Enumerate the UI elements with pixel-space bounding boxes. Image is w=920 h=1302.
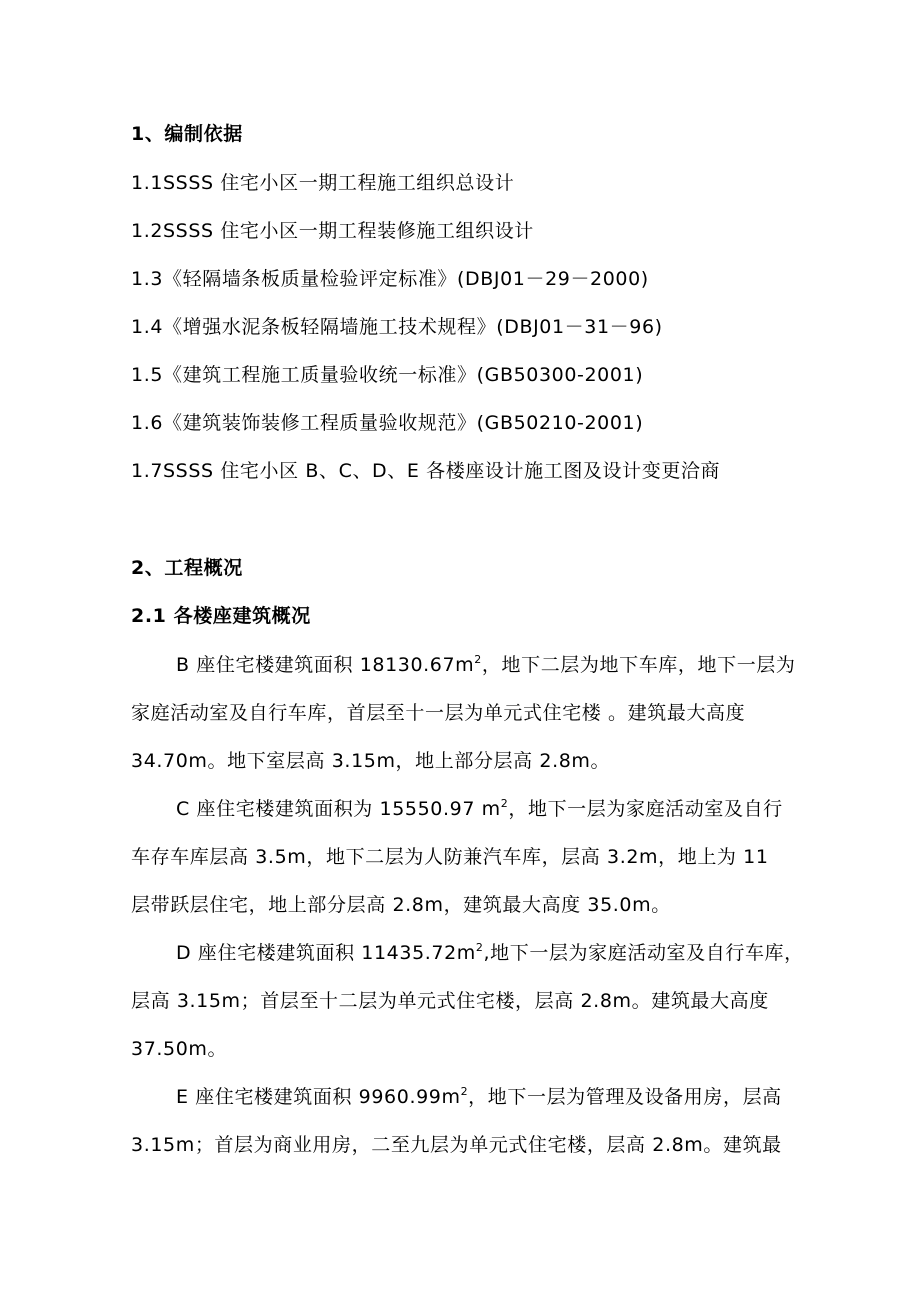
section-2-1-subheading: 2.1 各楼座建筑概况	[131, 605, 311, 627]
list-item: 1.1SSSS 住宅小区一期工程施工组织总设计	[131, 172, 515, 194]
paragraph-e-line-1	[176, 1085, 782, 1109]
paragraph-b-line-2: 家庭活动室及自行车库，首层至十一层为单元式住宅楼 。建筑最大高度	[131, 702, 746, 724]
c-text-1: C 座住宅楼建筑面积为 15550.97 m	[176, 798, 501, 820]
d-text-1: D 座住宅楼建筑面积 11435.72m	[176, 942, 476, 964]
list-item: 1.6《建筑装饰装修工程质量验收规范》(GB50210-2001)	[131, 412, 644, 434]
paragraph-e-line-2: 3.15m；首层为商业用房，二至九层为单元式住宅楼，层高 2.8m。建筑最	[131, 1134, 782, 1156]
list-item: 1.7SSSS 住宅小区 B、C、D、E 各楼座设计施工图及设计变更洽商	[131, 460, 721, 482]
paragraph-b-line-1	[176, 653, 796, 677]
section-1-heading: 1、编制依据	[131, 123, 243, 145]
d-text-2: ,地下一层为家庭活动室及自行车库，	[483, 942, 804, 964]
paragraph-d-line-1	[176, 941, 804, 965]
list-item: 1.4《增强水泥条板轻隔墙施工技术规程》(DBJ01－31－96)	[131, 316, 663, 338]
d-superscript: 2	[475, 941, 484, 954]
e-text-2: ，地下一层为管理及设备用房，层高	[468, 1086, 782, 1108]
c-text-2: ，地下一层为家庭活动室及自行	[508, 798, 783, 820]
paragraph-b-line-3: 34.70m。地下室层高 3.15m，地上部分层高 2.8m。	[131, 750, 611, 772]
e-text-1: E 座住宅楼建筑面积 9960.99m	[176, 1086, 461, 1108]
b-text-1: B 座住宅楼建筑面积 18130.67m	[176, 654, 475, 676]
c-superscript: 2	[500, 797, 509, 810]
list-item: 1.2SSSS 住宅小区一期工程装修施工组织设计	[131, 220, 534, 242]
list-item: 1.3《轻隔墙条板质量检验评定标准》(DBJ01－29－2000)	[131, 268, 649, 290]
e-superscript: 2	[460, 1085, 469, 1098]
b-text-2: ，地下二层为地下车库，地下一层为	[481, 654, 796, 676]
paragraph-c-line-1	[176, 797, 783, 821]
list-item: 1.5《建筑工程施工质量验收统一标准》(GB50300-2001)	[131, 364, 644, 386]
paragraph-c-line-3: 层带跃层住宅，地上部分层高 2.8m，建筑最大高度 35.0m。	[131, 894, 671, 916]
section-2-heading: 2、工程概况	[131, 557, 243, 579]
paragraph-d-line-2: 层高 3.15m；首层至十二层为单元式住宅楼，层高 2.8m。建筑最大高度	[131, 990, 769, 1012]
paragraph-d-line-3: 37.50m。	[131, 1038, 228, 1060]
paragraph-c-line-2: 车存车库层高 3.5m，地下二层为人防兼汽车库，层高 3.2m，地上为 11	[131, 846, 769, 868]
b-superscript: 2	[474, 653, 482, 666]
